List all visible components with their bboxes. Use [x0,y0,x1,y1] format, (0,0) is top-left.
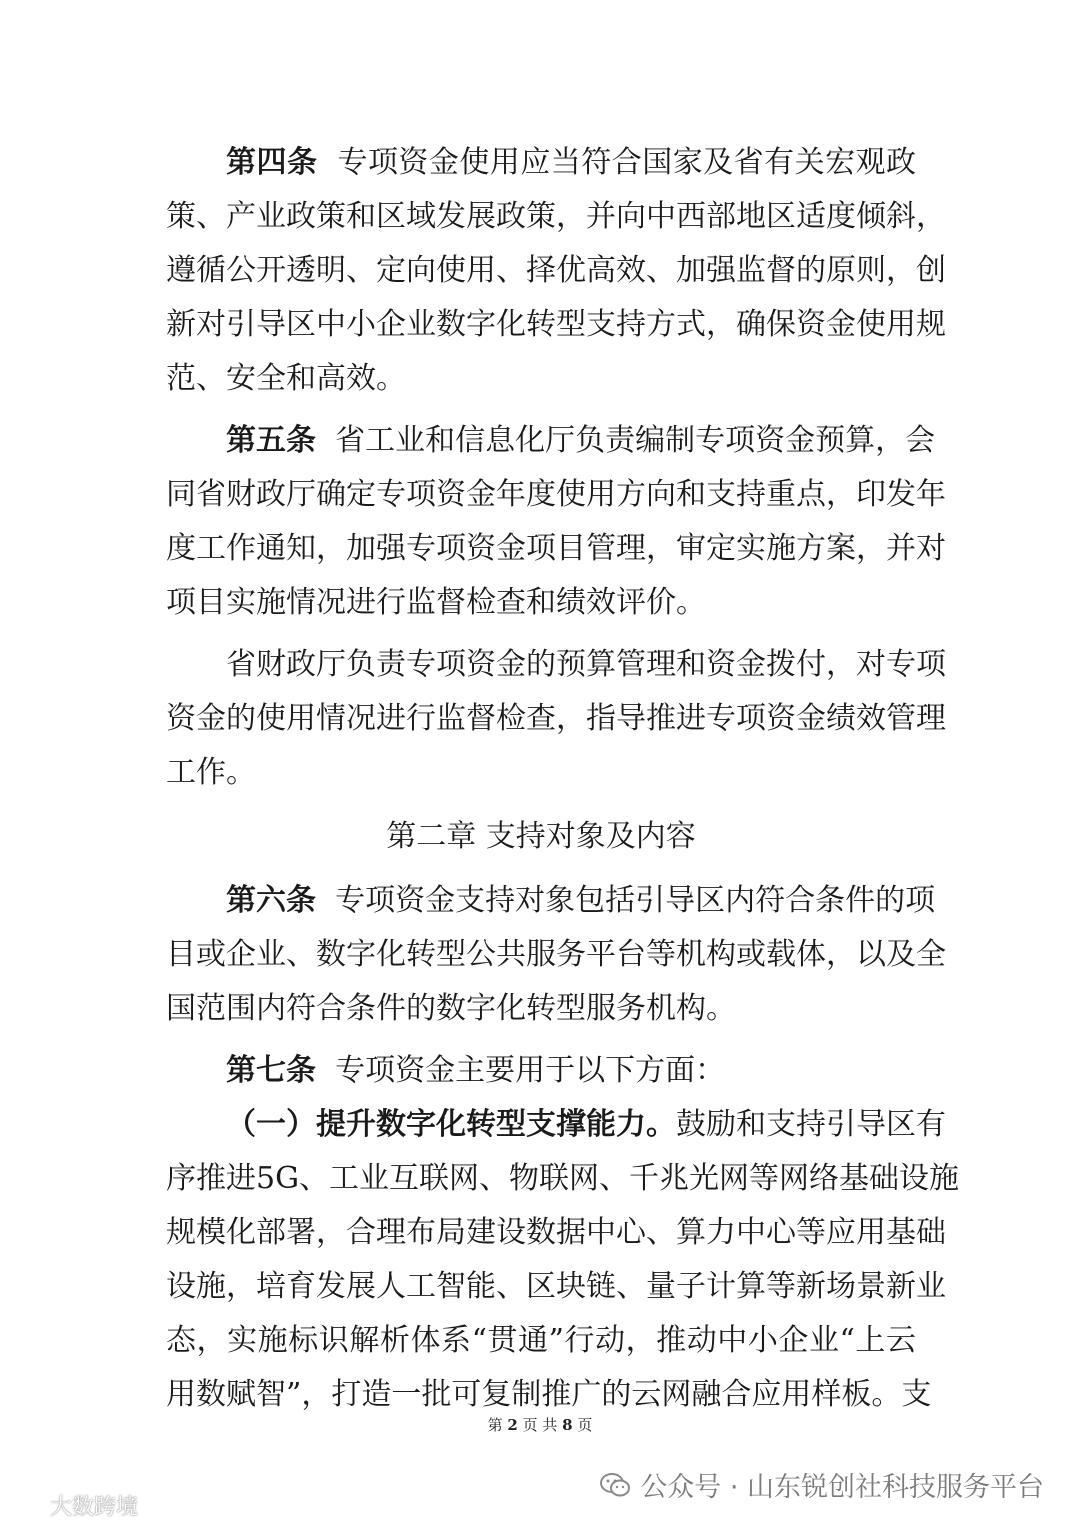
article6-line-2: 目或企业、数字化转型公共服务平台等机构或载体，以及全 [166,937,946,972]
article6-line-1: 第六条 专项资金支持对象包括引导区内符合条件的项 [226,883,936,918]
article4-line-2: 策、产业政策和区域发展政策，并向中西部地区适度倾斜， [166,199,946,234]
article6-line-3: 国范围内符合条件的数字化转型服务机构。 [166,991,736,1026]
article7-item1-line-6: 用数赋智”，打造一批可复制推广的云网融合应用样板。支 [166,1377,932,1412]
weibo-icon [10,1494,44,1518]
article4-line-1: 第四条 专项资金使用应当符合国家及省有关宏观政 [226,145,917,180]
article5-heading: 第五条 [226,423,316,458]
article7-item1-line-1: （一）提升数字化转型支撑能力。鼓励和支持引导区有 [226,1107,946,1142]
article5-para2-line-1: 省财政厅负责专项资金的预算管理和资金拨付，对专项 [226,647,946,682]
page-footer: 第 2 页 共 8 页 [487,1416,593,1434]
article5-para2-line-2: 资金的使用情况进行监督检查，指导推进专项资金绩效管理 [166,701,946,736]
article7-line-1: 第七条 专项资金主要用于以下方面： [226,1053,726,1088]
article5-line-1: 第五条 省工业和信息化厅负责编制专项资金预算，会 [226,423,936,458]
article4-line-5: 范、安全和高效。 [166,361,406,396]
article4-line-4: 新对引导区中小企业数字化转型支持方式，确保资金使用规 [166,307,946,342]
article5-line-2: 同省财政厅确定专项资金年度使用方向和支持重点，印发年 [166,477,946,512]
article5-line-3: 度工作通知，加强专项资金项目管理，审定实施方案，并对 [166,531,946,566]
article7-item1-line-5: 态，实施标识解析体系“贯通”行动，推动中小企业“上云 [166,1323,916,1358]
article5-line-4: 项目实施情况进行监督检查和绩效评价。 [166,585,706,620]
article4-line-3: 遵循公开透明、定向使用、择优高效、加强监督的原则，创 [166,253,946,288]
article5-para2-line-3: 工作。 [166,755,256,790]
article6-heading: 第六条 [226,883,316,918]
article7-item1-line-2: 序推进5G、工业互联网、物联网、千兆光网等网络基础设施 [166,1161,960,1196]
article7-item1-line-3: 规模化部署，合理布局建设数据中心、算力中心等应用基础 [166,1215,946,1250]
wechat-icon [600,1472,630,1498]
page-total: 8 [562,1416,573,1434]
page-number: 2 [507,1416,518,1434]
article7-item1-line-4: 设施，培育发展人工智能、区块链、量子计算等新场景新业 [166,1269,946,1304]
article7-heading: 第七条 [226,1053,316,1088]
wechat-watermark: 公众号 · 山东锐创社科技服务平台 [600,1465,1044,1504]
article7-item1-heading: （一）提升数字化转型支撑能力。 [226,1107,676,1142]
weibo-watermark: 大数跨境 [10,1490,138,1521]
chapter-title: 第二章 支持对象及内容 [386,819,696,854]
document-body [166,136,960,1422]
article4-heading: 第四条 [226,145,318,180]
